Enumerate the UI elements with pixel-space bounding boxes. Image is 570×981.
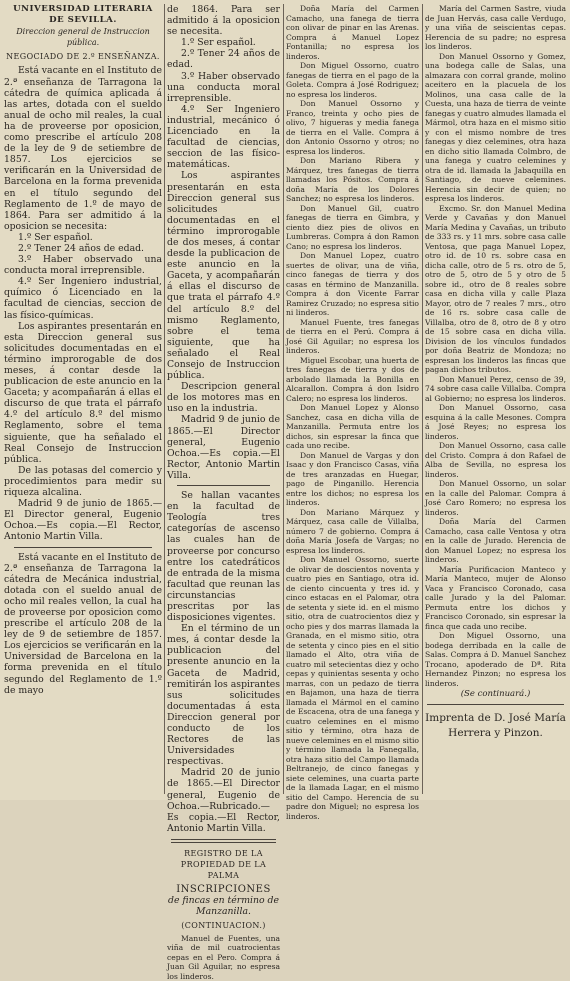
divider [177, 485, 270, 486]
notice-2-req-4: 4.º Ser Ingeniero industrial, mecánico ó Licenciado en la facultad de ciencias, seccion de las físico-matemáticas. [167, 103, 280, 171]
registro-entry: Don Manuel Perez, censo de 39, 74 sobre casa calle Villalba. Compra al Gobierno; no espresa los linderos. [425, 374, 566, 403]
notice-2-body: Está vacante en el Instituto de 2.ª enseñanza de Tarragona la cátedra de Mecánica industrial, dotada con el sueldo anual de ocho mil reales vellon, la cual ha de proveerse por oposicion como prescribe el artículo 208 de la ley de 9 de setiembre de 1857. Los ejercicios se verificarán en la Universidad de Barcelona en la forma prevenida en el título segundo del Reglamento de 1.º de mayo [4, 551, 162, 696]
divider [14, 547, 152, 548]
notice-2-tema: Descripcion general de los motores mas en uso en la industria. [167, 381, 280, 415]
registro-entry: Doña María del Carmen Camacho, casa calle Ventosa y otra en la calle de Jurado. Herencia de don Manuel Lopez; no espresa los linderos. [425, 517, 566, 564]
registro-entry: Manuel de Fuentes, una viña de mil cuatrocientas cepas en el Pero. Compra á Juan Gil Aguilar, no espresa los linderos. [167, 933, 280, 981]
notice-3-body: Se hallan vacantes en la facultad de Teología tres categorías de ascenso las cuales han de proveerse por concurso entre los catedráticos de entrada de la misma facultad que reunan las circunstancias prescritas por las disposiciones vigentes. [167, 490, 280, 624]
registro-entry: Don Manuel de Vargas y don Isaac y don Francisco Casas, viña de tres aranzadas en Huegar, pago de Pinganillo. Herencia entre los dichos; no espresa los linderos. [286, 450, 419, 507]
notice-1-signature: Madrid 9 de junio de 1865.—El Director general, Eugenio Ochoa.—Es copia.—El Rector, Antonio Martin Villa. [4, 498, 162, 543]
masthead: UNIVERSIDAD LITERARIA DE SEVILLA. [13, 4, 153, 26]
column-rule [422, 4, 423, 794]
registro-entry: Don Manuel Ossorno, casa esquina á la calle Mesones. Compra á José Reyes; no espresa los linderos. [425, 403, 566, 441]
registro-entry: Don Manuel Ossorno, suerte de olivar de doscientos noventa y cuatro pies en Santiago, otra id. de ciento cincuenta y tres id. y cinco estacas en el Palomar, otra de setenta y siete id. en el mismo sitio, otra de cuatrocientos diez y ocho pies y dos marras llamada la Granada, en el mismo sitio, otra de setenta y cinco pies en el sitio llamado el Alto, otra viña de cuatro mil setecientas diez y ocho cepas y quinientas sesenta y ocho marras, con un pedazo de tierra en Bajamon, una haza de tierra llamada el Mármol en el camino de Escacena, otra de una fanega y cuatro celemines en el mismo sitio y término, otra haza de nueve celemines en el mismo sitio y término llamada la Fanegalla, otra haza sitio del Campo llamada Beltranejo, de cinco fanegas y siete celemines, una cuarta parte de la llamada Lagar, en el mismo sitio del Campo. Herencia de su padre don Miguel; no espresa los linderos. [286, 555, 419, 821]
registro-entry: Doña María del Carmen Camacho, una fanega de tierra con olivar de pinar en las Arenas. Compra á Manuel Lopez Fontanilla; no espresa los linderos. [286, 4, 419, 61]
notice-3-signature: Madrid 20 de junio de 1865.—El Director general, Eugenio de Ochoa.—Rubricado.—Es copia.—El Rector, Antonio Martin Villa. [167, 767, 280, 834]
registro-entry: Don Mariano Márquez y Márquez, casa calle de Villalba, número 7 de gobierno. Compra á doña María Josefa de Vargas; no espresa los linderos. [286, 507, 419, 555]
continuacion-label: (CONTINUACION.) [181, 920, 266, 930]
column-rule [164, 4, 165, 794]
notice-1-req-2: 2.º Tener 24 años de edad. [18, 242, 145, 254]
column-1 [4, 4, 162, 794]
column-3 [286, 4, 419, 821]
column-4 [425, 4, 566, 794]
notice-2-signature: Madrid 9 de junio de 1865.—El Director general, Eugenio Ochoa.—Es copia.—El Rector, Antonio Martin Villa. [167, 414, 280, 481]
double-divider [171, 839, 276, 843]
registro-entry: Don Manuel Lopez y Alonso Sanchez, casa en dicha villa de Manzanilla. Permuta entre los dichos, sin espresar la finca que cada uno recibe. [286, 403, 419, 450]
column-rule [283, 4, 284, 794]
notice-2-req-3: 3.º Haber observado una conducta moral irreprensible. [167, 70, 280, 104]
registro-entry: Don Manuel Ossorno, un solar en la calle del Palomar. Compra á José Caro Romero; no espresa los linderos. [425, 479, 566, 517]
notice-1-req-4: 4.º Ser Ingeniero industrial, químico ó Licenciado en la facultad de ciencias, seccion de las físico-químicas. [4, 276, 162, 321]
registro-entry: Don Miguel Ossorno, cuatro fanegas de tierra en el pago de la Goleta. Compra á José Rodriguez; no espresa los linderos. [286, 61, 419, 99]
registro-entry: Excmo. Sr. don Manuel Medina Verde y Cavañas y don Manuel María Medina y Cavañas, un tributo de 333 rs. y 11 mrs. sobre casa calle Ventosa, que paga Manuel Lopez, otro id. de 10 rs. sobre casa en dicha calle, otro de 5 rs. otro de 5, otro de 5, otro de 5 y otro de 5 sobre id., otro de 8 reales sobre casa en dicha villa y calle Plaza Mayor, otro de 7 reales 7 mrs., otro de 16 rs. sobre casa calle de Villalba, otro de 8, otro de 8 y otro de 15 sobre casa en dicha villa. Division de los vínculos fundados por doña Beatriz de Mondoza; no espresan los linderos las fincas que pagan dichos tributos. [425, 203, 566, 374]
office-heading: Direccion general de Instruccion pública. [16, 27, 150, 48]
registro-entry: Don Manuel Ossorno y Gomez, una bodega calle de Salas, una almazara con corral grande, molino aceitero en la placuela de los Molinos, una casa calle de la Cuesta, una haza de tierra de veinte fanegas y cuatro almudes llamada el Mármol, otra haza en el mismo sitio y con el mismo nombre de tres fanegas y diez celemines, otra haza en dicho sitio llamada Colmbro, de una fanega y cuatro celemines y otra de id. llamada la Jabaquilla en Santiago, de nueve celemines. Herencia sin decir de quien; no espresa los linderos. [425, 51, 567, 203]
notice-2-req-2: 2.º Tener 24 años de edad. [167, 48, 280, 71]
notice-1-req-3: 3.º Haber observado una conducta moral irreprensible. [4, 254, 162, 277]
continuara-label: (Se continuará.) [460, 689, 531, 699]
registro-entry: Manuel Fuente, tres fanegas de tierra en el Perú. Compra á José Gil Aguilar; no espresa los linderos. [286, 317, 419, 355]
registro-entry: Don Manuel Gil, cuatro fanegas de tierra en Gimbra, y ciento diez pies de olivos en Lumbreras. Compra á don Ramon Cano; no espresa los linderos. [286, 203, 419, 251]
column-2 [167, 4, 280, 981]
registro-heading: REGISTRO DE LA PROPIEDAD DE LA PALMA [180, 848, 267, 881]
notice-1-tema: De las potasas del comercio y procedimientos para medir su riqueza alcalina. [4, 464, 162, 499]
notice-3-rest: En el término de un mes, á contar desde la publicacion del presente anuncio en la Gaceta de Madrid, remitirán los aspirantes sus solicitudes documentadas á esta Direccion general por conducto de los Rectores de las Universidades respectivas. [167, 623, 280, 768]
notice-2-cont: de 1864. Para ser admitido á la oposicion se necesita. [167, 4, 280, 38]
registro-entry: Don Manuel Ossorno, casa calle del Cristo. Compra á don Rafael de Alba de Sevilla, no espresa los linderos. [425, 441, 566, 479]
registro-entry: María Purificacion Manteco y María Manteco, mujer de Alonso Vaca y Francisco Coronado, casa calle Jurado y la del Palomar. Permuta entre los dichos y Francisco Coronado, sin espresar la finca que cada uno recibe. [425, 564, 566, 631]
inscripciones-subheading: de fincas en término de Manzanilla. [168, 895, 279, 918]
imprenta-footer: Imprenta de D. José María Herrera y Pinzon. [425, 711, 566, 739]
registro-entry: Miguel Escobar, una huerta de tres fanegas de tierra y dos de arbolado llamada la Bonilla en Alcarallon. Compra á don Isidro Calero; no espresa los linderos. [286, 355, 419, 403]
registro-entry: Don Miguel Ossorno, una bodega derribada en la calle de Salas. Compra á D. Manuel Sanchez Trocano, apoderado de Dª. Rita Hernandez Pinzon; no espresa los linderos. [425, 631, 566, 688]
registro-entry: Don Mariano Ribera y Márquez, tres fanegas de tierra llamadas los Pósitos. Compra á doña María de los Dolores Sanchez; no espresa los linderos. [286, 156, 419, 203]
notice-1-req-1: 1.º Ser español. [18, 231, 93, 243]
divider [427, 704, 564, 705]
registro-entry: Don Manuel Lopez, cuatro suertes de olivar, una de viña, cinco fanegas de tierra y dos casas en término de Manzanilla. Compra á don Vicente Farrar Ramirez Cruzado; no espresa sitio ni linderos. [286, 251, 419, 317]
registro-entry: Don Manuel Ossorno y Franco, treinta y ocho pies de olivo, 7 higueras y media fanega de tierra en el Valle. Compra á don Antonio Ossorno y otros; no espresa los linderos. [286, 99, 419, 156]
notice-1-body: Está vacante en el Instituto de 2.ª enseñanza de Tarragona la cátedra de química aplicada á las artes, dotada con el sueldo anual de ocho mil reales, la cual ha de proveerse por oposicion, como prescribe el artículo 208 de la ley de 9 de setiembre de 1857. Los ejercicios se verificarán en la Universidad de Barcelona en la forma prevenida en el título segundo del Reglamento de 1.º de mayo de 1864. Para ser admitido á la oposicion se necesita: [4, 65, 162, 232]
registro-entry: María del Carmen Sastre, viuda de Juan Hervás, casa calle Verdugo, y una viña de seiscientas cepas. Herencia de su padre; no espresa los linderos. [425, 4, 566, 51]
notice-2-rest: Los aspirantes presentarán en esta Direccion general sus solicitudes documentadas en el término improrogable de dos meses, á contar desde la publicacion de este anuncio en la Gaceta, y acompañarán á ellas el discurso de que trata el párrafo 4.º del artículo 8.º del mismo Reglamento, sobre el tema siguiente, que ha señalado el Real Consejo de Instruccion pública. [167, 170, 280, 382]
notice-1-rest: Los aspirantes presentarán en esta Direccion general sus solicitudes documentadas en el término improrogable de dos meses, á contar desde la publicacion de este anuncio en la Gaceta; y acompañarán á ellas el discurso de que trata el párrafo 4.º del artículo 8.º del mismo Reglamento, sobre el tema siguiente, que ha señalado el Real Consejo de Instruccion pública. [4, 320, 162, 465]
notice-2-req-1: 1.º Ser español. [181, 37, 256, 49]
section-heading: NEGOCIADO DE 2.º ENSEÑANZA. [6, 52, 160, 62]
inscripciones-heading: INSCRIPCIONES [176, 884, 271, 896]
